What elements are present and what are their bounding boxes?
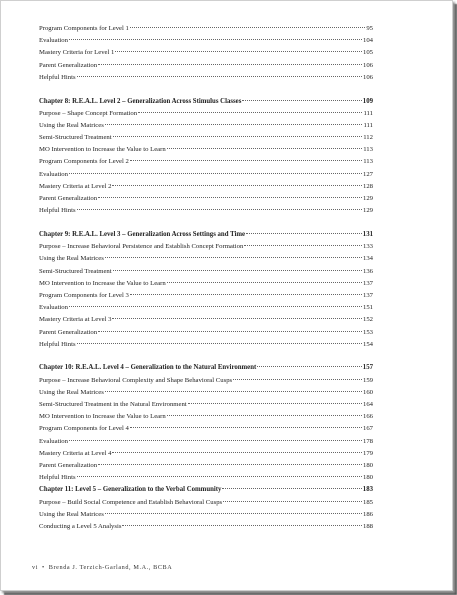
toc-entry-page: 152 bbox=[362, 316, 373, 324]
toc-entry[interactable] bbox=[39, 302, 373, 314]
leader-dots bbox=[69, 440, 362, 441]
toc-entry[interactable] bbox=[39, 411, 373, 423]
toc-entry-label: MO Intervention to Increase the Value to Learn bbox=[39, 413, 166, 421]
toc-entry-page: 137 bbox=[362, 279, 373, 287]
toc-entry[interactable] bbox=[39, 339, 373, 351]
toc-entry-label: Helpful Hints bbox=[39, 340, 76, 348]
toc-entry-label: Mastery Criteria at Level 4 bbox=[39, 449, 112, 457]
toc-entry[interactable] bbox=[39, 132, 373, 144]
toc-entry-page: 179 bbox=[362, 449, 373, 457]
toc-entry[interactable] bbox=[39, 253, 373, 265]
leader-dots bbox=[113, 136, 363, 137]
toc-entry-page: 113 bbox=[363, 158, 373, 166]
toc-entry-label: Using the Real Matrices bbox=[39, 255, 104, 263]
leader-dots bbox=[105, 391, 362, 392]
toc-entry-label: Conducting a Level 5 Analysis bbox=[39, 522, 122, 530]
toc-entry-page: 106 bbox=[362, 61, 373, 69]
leader-dots bbox=[130, 27, 365, 28]
leader-dots bbox=[112, 185, 362, 186]
toc-entry-label: Using the Real Matrices bbox=[39, 388, 104, 396]
toc-entry-label: Chapter 9: R.E.A.L. Level 3 – Generalization Across Settings and Time bbox=[39, 231, 246, 238]
toc-entry-page: 178 bbox=[362, 437, 373, 445]
footer-page-number: vi bbox=[32, 564, 39, 571]
toc-entry[interactable] bbox=[39, 193, 373, 205]
toc-entry-label: Purpose – Shape Concept Formation bbox=[39, 109, 138, 117]
leader-dots bbox=[98, 464, 362, 465]
leader-dots bbox=[105, 513, 362, 514]
toc-entry[interactable] bbox=[39, 266, 373, 278]
toc-entry[interactable] bbox=[39, 278, 373, 290]
toc-entry-label: Purpose – Increase Behavioral Persistence and Establish Concept Formation bbox=[39, 243, 244, 251]
toc-entry[interactable] bbox=[39, 241, 373, 253]
toc-entry[interactable] bbox=[39, 205, 373, 217]
toc-entry-page: 131 bbox=[362, 231, 373, 238]
toc-entry[interactable] bbox=[39, 169, 373, 181]
leader-dots bbox=[105, 257, 362, 258]
toc-entry-page: 113 bbox=[363, 146, 373, 154]
toc-entry-label: Parent Generalization bbox=[39, 328, 98, 336]
toc-entry-page: 128 bbox=[362, 182, 373, 190]
toc-entry-label: Evaluation bbox=[39, 437, 68, 445]
toc-entry[interactable] bbox=[39, 423, 373, 435]
leader-dots bbox=[244, 245, 362, 246]
toc-entry-page: 111 bbox=[363, 121, 373, 129]
toc-entry-label: Chapter 10: R.E.A.L. Level 4 – Generalization to the Natural Environment bbox=[39, 364, 257, 372]
leader-dots bbox=[115, 51, 362, 52]
toc-entry-label: Parent Generalization bbox=[39, 61, 98, 69]
toc-entry-page: 183 bbox=[362, 486, 373, 494]
toc-entry-label: Purpose – Increase Behavioral Complexity and Shape Behavioral Cusps bbox=[39, 376, 233, 384]
leader-dots bbox=[130, 427, 362, 428]
toc-entry-page: 136 bbox=[362, 267, 373, 275]
toc-entry-label: Program Components for Level 3 bbox=[39, 291, 129, 299]
toc-entry-page: 157 bbox=[362, 364, 373, 372]
toc-entry[interactable] bbox=[39, 60, 373, 72]
leader-dots bbox=[105, 124, 363, 125]
toc-entry-label: Parent Generalization bbox=[39, 195, 98, 203]
leader-dots bbox=[112, 318, 362, 319]
leader-dots bbox=[246, 233, 362, 234]
toc-chapter-heading[interactable] bbox=[39, 362, 373, 374]
toc-entry-page: 160 bbox=[362, 388, 373, 396]
toc-entry-label: Purpose – Build Social Competence and Establish Behavioral Cusps bbox=[39, 498, 223, 506]
leader-dots bbox=[69, 173, 362, 174]
toc-entry[interactable] bbox=[39, 509, 373, 521]
toc-entry-label: Program Components for Level 2 bbox=[39, 158, 129, 166]
toc-entry-label: Semi-Structured Treatment in the Natural Environment bbox=[39, 401, 187, 409]
leader-dots bbox=[167, 148, 362, 149]
toc-entry[interactable] bbox=[39, 448, 373, 460]
toc-entry-page: 180 bbox=[362, 474, 373, 482]
toc-entry[interactable] bbox=[39, 387, 373, 399]
group-spacer bbox=[39, 351, 373, 363]
toc-group-chapter-8 bbox=[39, 96, 373, 218]
leader-dots bbox=[222, 488, 361, 489]
toc-entry-label: Semi-Structured Treatment bbox=[39, 267, 112, 275]
toc-entry-page: 109 bbox=[362, 97, 373, 105]
toc-entry[interactable] bbox=[39, 472, 373, 484]
toc-entry-label: MO Intervention to Increase the Value to Learn bbox=[39, 279, 166, 287]
toc-entry-page: 134 bbox=[362, 255, 373, 263]
leader-dots bbox=[242, 100, 361, 101]
toc-entry-label: Evaluation bbox=[39, 37, 68, 45]
toc-entry-label: Mastery Criteria for Level 1 bbox=[39, 49, 115, 57]
toc-entry[interactable] bbox=[39, 120, 373, 132]
toc-group-chapter-9 bbox=[39, 229, 373, 351]
toc-entry-page: 167 bbox=[362, 425, 373, 433]
toc-entry[interactable] bbox=[39, 47, 373, 59]
leader-dots bbox=[98, 331, 362, 332]
toc-entry[interactable] bbox=[39, 314, 373, 326]
toc-entry-label: Chapter 11: Level 5 – Generalization to the Verbal Community bbox=[39, 486, 222, 494]
toc-entry-label: Program Components for Level 4 bbox=[39, 425, 129, 433]
footer-author: Brenda J. Terzich-Garland, M.A., BCBA bbox=[48, 564, 173, 571]
toc-entry-page: 186 bbox=[362, 510, 373, 518]
toc-entry-label: Program Components for Level 1 bbox=[39, 25, 129, 32]
leader-dots bbox=[130, 294, 362, 295]
toc-entry-page: 153 bbox=[362, 328, 373, 336]
toc-entry-page: 159 bbox=[362, 376, 373, 384]
leader-dots bbox=[167, 415, 362, 416]
toc-entry-label: Chapter 8: R.E.A.L. Level 2 – Generalization Across Stimulus Classes bbox=[39, 97, 242, 105]
footer-separator: • bbox=[42, 564, 45, 571]
toc-entry[interactable] bbox=[39, 181, 373, 193]
toc-entry[interactable] bbox=[39, 327, 373, 339]
toc-chapter-heading[interactable] bbox=[39, 484, 373, 496]
toc-entry[interactable] bbox=[39, 460, 373, 472]
leader-dots bbox=[98, 197, 362, 198]
toc-entry-page: 129 bbox=[362, 207, 373, 215]
toc-entry-label: Mastery Criteria at Level 2 bbox=[39, 182, 112, 190]
toc-group-chapter-10-11 bbox=[39, 362, 373, 533]
leader-dots bbox=[122, 525, 362, 526]
toc-entry-label: MO Intervention to Increase the Value to Learn bbox=[39, 146, 166, 154]
group-spacer bbox=[39, 217, 373, 229]
toc-entry-page: 137 bbox=[362, 291, 373, 299]
leader-dots bbox=[257, 366, 362, 367]
toc-entry-page: 104 bbox=[362, 37, 373, 45]
toc-entry-page: 151 bbox=[362, 304, 373, 312]
toc-entry[interactable] bbox=[39, 375, 373, 387]
toc-entry-page: 106 bbox=[362, 73, 373, 81]
toc-entry[interactable] bbox=[39, 23, 373, 35]
toc-entry-page: 185 bbox=[362, 498, 373, 506]
toc-entry-page: 133 bbox=[362, 243, 373, 251]
table-of-contents bbox=[39, 23, 373, 533]
leader-dots bbox=[138, 112, 362, 113]
toc-entry-page: 112 bbox=[363, 134, 373, 142]
group-spacer bbox=[39, 84, 373, 96]
leader-dots bbox=[98, 64, 362, 65]
toc-entry[interactable] bbox=[39, 521, 373, 533]
leader-dots bbox=[188, 403, 362, 404]
toc-chapter-heading[interactable] bbox=[39, 96, 373, 108]
leader-dots bbox=[223, 501, 362, 502]
leader-dots bbox=[113, 270, 362, 271]
leader-dots bbox=[77, 76, 362, 77]
toc-entry-page: 154 bbox=[362, 340, 373, 348]
leader-dots bbox=[233, 379, 362, 380]
toc-entry-label: Helpful Hints bbox=[39, 207, 76, 215]
toc-entry[interactable] bbox=[39, 399, 373, 411]
toc-entry[interactable] bbox=[39, 35, 373, 47]
toc-entry-label: Using the Real Matrices bbox=[39, 121, 104, 129]
toc-entry-page: 188 bbox=[362, 522, 373, 530]
toc-entry-page: 105 bbox=[362, 49, 373, 57]
toc-entry-label: Semi-Structured Treatment bbox=[39, 134, 112, 142]
toc-entry[interactable] bbox=[39, 72, 373, 84]
toc-entry[interactable] bbox=[39, 108, 373, 120]
toc-entry[interactable] bbox=[39, 436, 373, 448]
toc-group-1 bbox=[39, 23, 373, 84]
leader-dots bbox=[77, 343, 362, 344]
toc-entry-page: 164 bbox=[362, 401, 373, 409]
toc-entry[interactable] bbox=[39, 144, 373, 156]
page-footer bbox=[32, 564, 172, 571]
toc-entry-label: Helpful Hints bbox=[39, 73, 76, 81]
toc-entry-page: 95 bbox=[366, 25, 373, 32]
toc-entry-page: 127 bbox=[362, 170, 373, 178]
toc-entry-page: 180 bbox=[362, 461, 373, 469]
leader-dots bbox=[167, 282, 362, 283]
toc-entry-label: Evaluation bbox=[39, 304, 68, 312]
leader-dots bbox=[77, 476, 362, 477]
toc-entry-label: Using the Real Matrices bbox=[39, 510, 104, 518]
toc-entry-page: 129 bbox=[362, 195, 373, 203]
leader-dots bbox=[130, 160, 362, 161]
toc-entry-page: 111 bbox=[363, 109, 373, 117]
leader-dots bbox=[77, 209, 362, 210]
leader-dots bbox=[69, 306, 362, 307]
leader-dots bbox=[69, 39, 362, 40]
toc-entry-page: 166 bbox=[362, 413, 373, 421]
toc-chapter-heading[interactable] bbox=[39, 229, 373, 241]
leader-dots bbox=[112, 452, 362, 453]
toc-entry-label: Parent Generalization bbox=[39, 461, 98, 469]
toc-entry-label: Evaluation bbox=[39, 170, 68, 178]
toc-entry-label: Mastery Criteria at Level 3 bbox=[39, 316, 112, 324]
toc-entry[interactable] bbox=[39, 497, 373, 509]
toc-entry[interactable] bbox=[39, 290, 373, 302]
toc-entry[interactable] bbox=[39, 156, 373, 168]
toc-entry-label: Helpful Hints bbox=[39, 474, 76, 482]
